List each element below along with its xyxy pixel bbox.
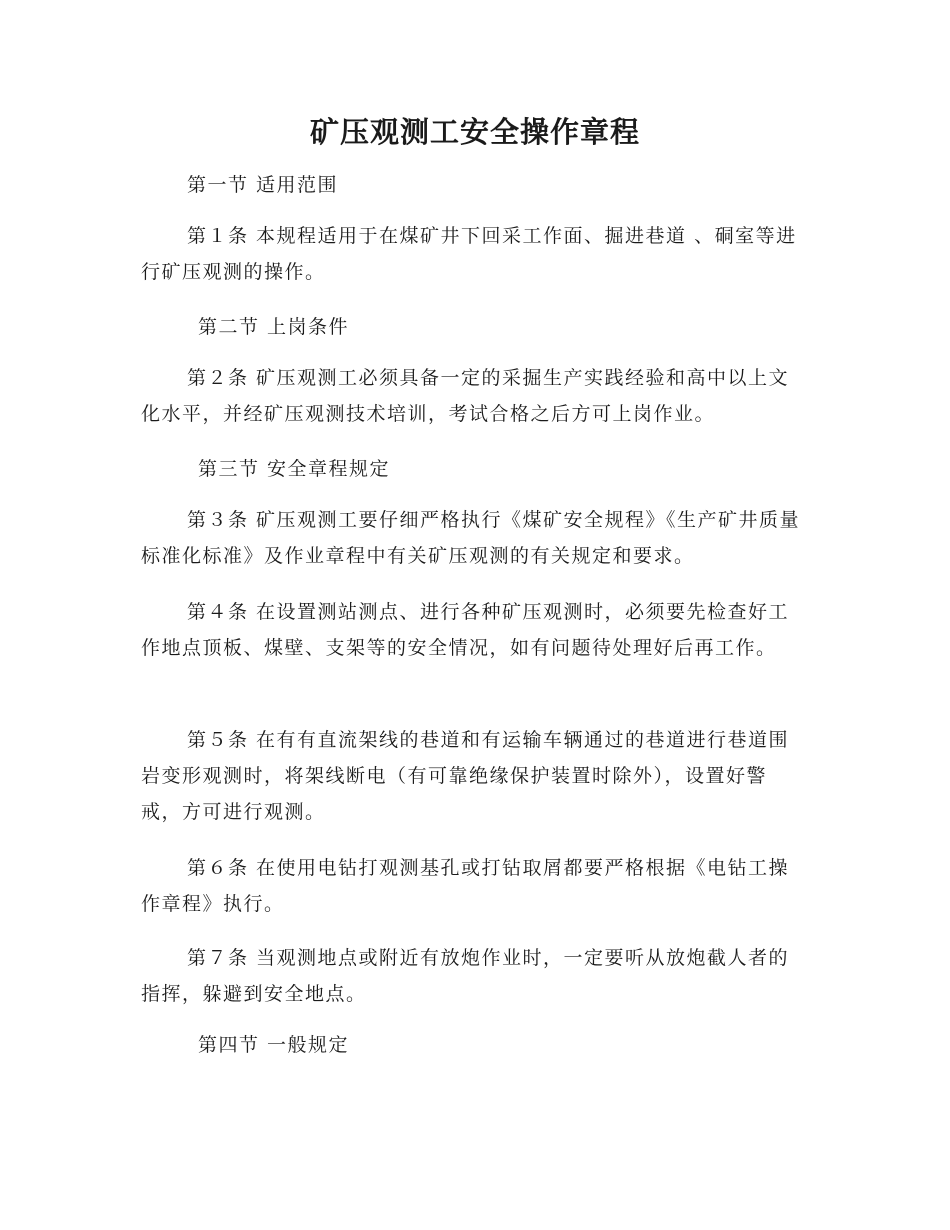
article-4: 第４条 在设置测站测点、进行各种矿压观测时，必须要先检查好工作地点顶板、煤壁、支架等的安全情况，如有问题待处理好后再工作。 bbox=[141, 601, 790, 659]
article-5: 第５条 在有有直流架线的巷道和有运输车辆通过的巷道进行巷道围岩变形观测时，将架线断电（有可靠绝缘保护装置时除外），设置好警戒，方可进行观测。 bbox=[141, 729, 790, 823]
article-6: 第６条 在使用电钻打观测基孔或打钻取屑都要严格根据《电钻工操作章程》执行。 bbox=[141, 857, 790, 915]
section-heading-1: 第一节 适用范围 bbox=[187, 174, 339, 196]
section-heading-4: 第四节 一般规定 bbox=[198, 1034, 350, 1056]
article-7: 第７条 当观测地点或附近有放炮作业时，一定要听从放炮截人者的指挥，躲避到安全地点。 bbox=[141, 947, 790, 1005]
article-2: 第２条 矿压观测工必须具备一定的采掘生产实践经验和高中以上文化水平，并经矿压观测技术培训，考试合格之后方可上岗作业。 bbox=[141, 367, 790, 425]
document-title: 矿压观测工安全操作章程 bbox=[309, 115, 640, 149]
article-3: 第３条 矿压观测工要仔细严格执行《煤矿安全规程》《生产矿井质量标准化标准》及作业章程中有关矿压观测的有关规定和要求。 bbox=[141, 509, 801, 567]
section-heading-2: 第二节 上岗条件 bbox=[198, 316, 350, 338]
section-heading-3: 第三节 安全章程规定 bbox=[198, 458, 391, 480]
article-1: 第１条 本规程适用于在煤矿井下回采工作面、掘进巷道 、硐室等进行矿压观测的操作。 bbox=[141, 225, 797, 283]
